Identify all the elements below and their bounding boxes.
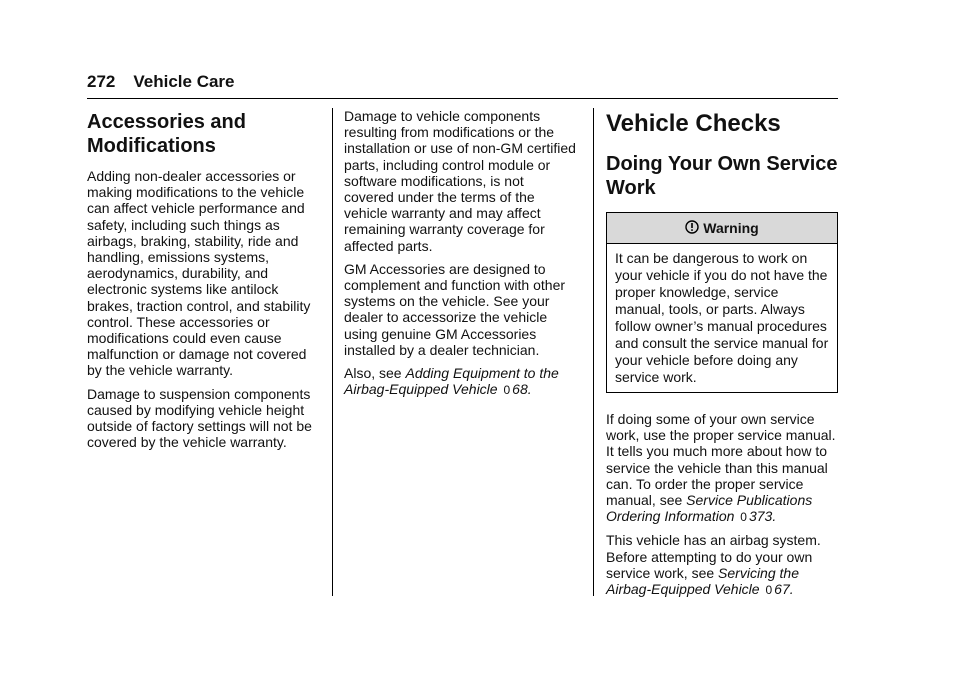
column-1 xyxy=(87,108,319,450)
warning-text: It can be dangerous to work on your vehicle if you do not have the proper knowledge, service manual, tools, or parts. Always follow owner’s manual procedures and consult the service manual for your vehicle before doing any service work. xyxy=(615,250,829,385)
warning-title: Warning xyxy=(703,220,759,236)
column-divider xyxy=(593,108,594,596)
column-3 xyxy=(606,108,838,598)
warning-box xyxy=(606,212,838,393)
section-title: Vehicle Care xyxy=(133,72,235,91)
paragraph: GM Accessories are designed to complement and function with other systems on the vehicle. See your dealer to accessorize the vehicle using genuine GM Accessories installed by a dealer technician. xyxy=(344,260,566,358)
page-ref-icon: 0 xyxy=(503,383,511,398)
page-number: 272 xyxy=(87,72,116,91)
page-reference[interactable]: 68. xyxy=(512,381,532,398)
page-ref-icon: 0 xyxy=(765,583,773,598)
page-reference[interactable]: 373. xyxy=(748,508,777,525)
warning-icon xyxy=(685,220,699,234)
paragraph: Adding non-dealer accessories or making modifications to the vehicle can affect vehicle performance and safety, including such things as airbags, braking, stability, ride and handling, emissions systems, aerodynamics, durability, and electronic systems like antilock brakes, traction control, and stability control. These accessories or modifications could even cause malfunction or damage not covered by the vehicle warranty. xyxy=(87,168,311,379)
paragraph-text: If doing some of your own service work, use the proper service manual. It tells you much more about how to service the vehicle than this manual can. To order the proper service manual, see xyxy=(606,411,836,509)
paragraph xyxy=(606,411,838,525)
paragraph-text: Also, see xyxy=(344,365,402,382)
paragraph: Damage to suspension components caused by modifying vehicle height outside of factory settings will not be covered by the vehicle warranty. xyxy=(87,385,312,451)
doing-your-own-service-work-heading: Doing Your Own Service Work xyxy=(606,153,838,199)
vehicle-checks-heading: Vehicle Checks xyxy=(606,110,781,137)
paragraph xyxy=(606,532,838,598)
cross-reference-link[interactable]: Service Publications Ordering Information xyxy=(606,492,813,525)
paragraph xyxy=(344,365,576,398)
cross-reference-link[interactable]: Adding Equipment to the Airbag-Equipped Vehicle xyxy=(344,365,559,398)
page-header xyxy=(87,72,838,96)
column-divider xyxy=(332,108,333,596)
column-2 xyxy=(344,108,576,398)
paragraph-text: This vehicle has an airbag system. Before attempting to do your own service work, see xyxy=(606,532,821,581)
accessories-heading: Accessories and Modifications xyxy=(87,111,246,157)
page-ref-icon: 0 xyxy=(740,510,747,525)
warning-header xyxy=(607,213,837,244)
header-rule xyxy=(87,98,838,99)
page-reference[interactable]: 67. xyxy=(774,581,794,598)
cross-reference-link[interactable]: Servicing the Airbag-Equipped Vehicle xyxy=(606,564,799,598)
paragraph: Damage to vehicle components resulting from modifications or the installation or use of non-GM certified parts, including control module or software modifications, is not covered under the terms of the vehicle warranty and may affect remaining warranty coverage for affected parts. xyxy=(344,108,576,254)
